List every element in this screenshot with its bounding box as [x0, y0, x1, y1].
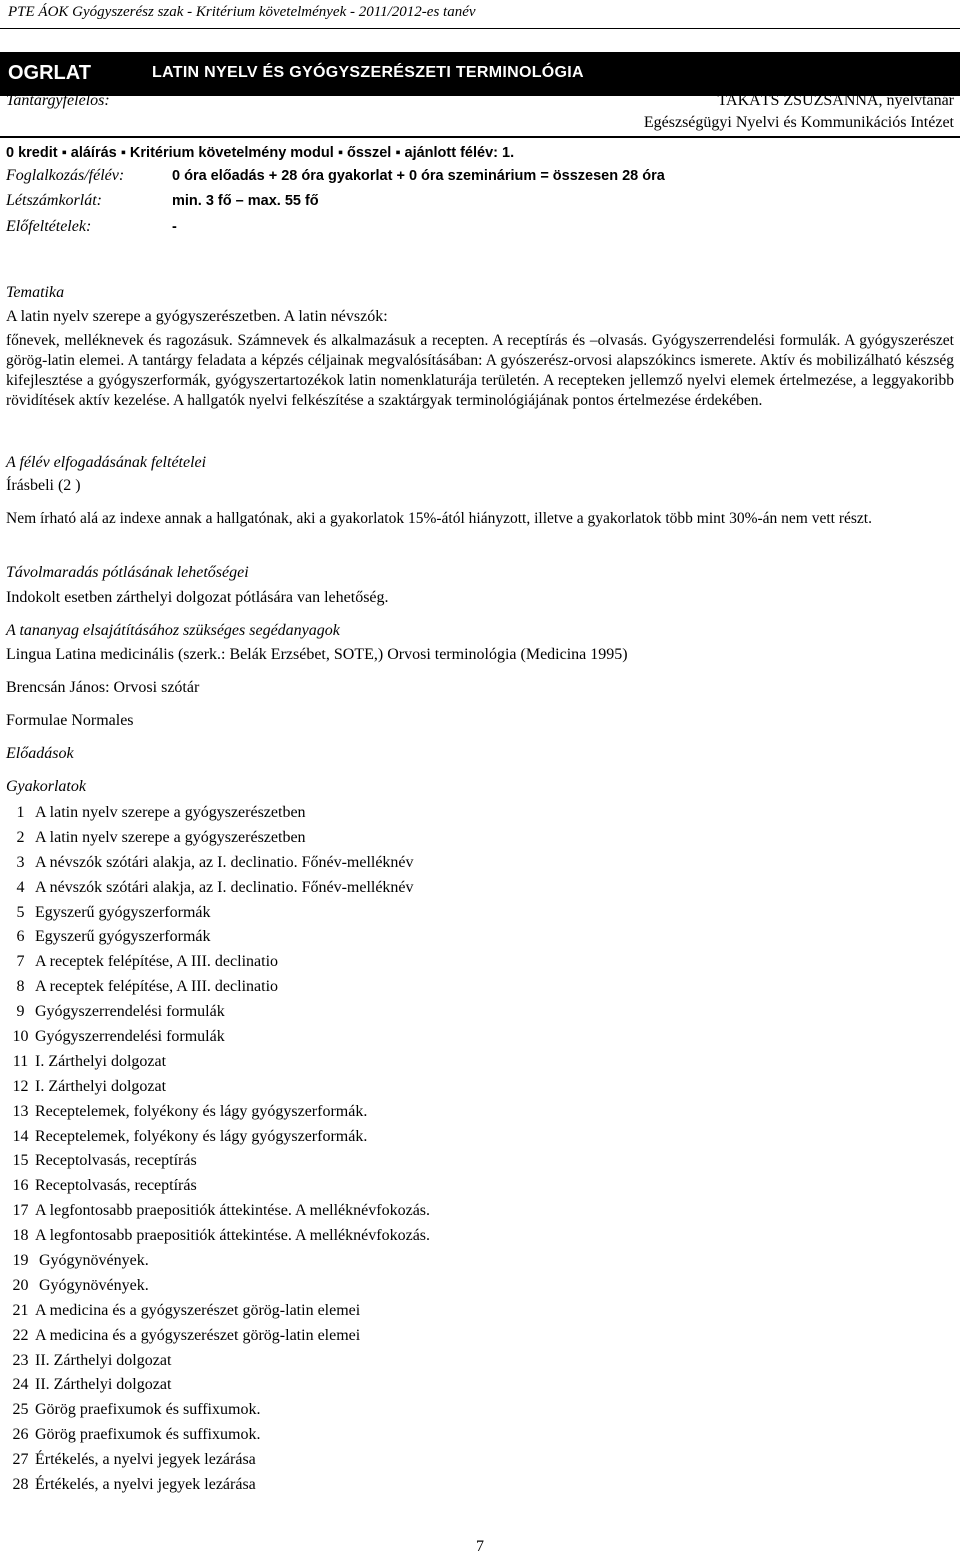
material-item: Formulae Normales: [6, 712, 134, 729]
schedule-row: [6, 902, 430, 927]
running-header: PTE ÁOK Gyógyszerész szak - Kritérium követelmények - 2011/2012-es tanév: [8, 4, 476, 20]
schedule-number: 10: [12, 1028, 29, 1046]
schedule-topic: Receptelemek, folyékony és lágy gyógyszerformák.: [35, 1102, 368, 1120]
schedule-topic: A latin nyelv szerepe a gyógyszerészetben: [35, 804, 306, 821]
schedule-row: [6, 1300, 430, 1325]
tematika-intro: A latin nyelv szerepe a gyógyszerészetben. A latin névszók:: [6, 308, 388, 325]
page-number: 7: [476, 1538, 484, 1555]
schedule-topic: Receptolvasás, receptírás: [35, 1177, 197, 1195]
schedule-topic: A receptek felépítése, A III. declinatio: [35, 978, 279, 996]
schedule-topic: A legfontosabb praepositiók áttekintése. A melléknévfokozás.: [35, 1202, 431, 1220]
schedule-topic: A legfontosabb praepositiók áttekintése. A melléknévfokozás.: [35, 1227, 431, 1245]
schedule-topic: Gyógyszerrendelési formulák: [35, 1028, 225, 1046]
schedule-row: [6, 976, 430, 1001]
schedule-row: [6, 1474, 430, 1499]
schedule-number: 17: [12, 1202, 29, 1220]
schedule-row: [6, 1250, 430, 1275]
schedule-number: 6: [16, 928, 25, 946]
capacity-value: min. 3 fő – max. 55 fő: [172, 193, 319, 209]
schedule-number: 25: [12, 1401, 29, 1419]
schedule-topic: Gyógyszerrendelési formulák: [35, 1003, 225, 1021]
attendance-rule: Nem írható alá az indexe annak a hallgatónak, aki a gyakorlatok 15%-ától hiányzott, illetve a gyakorlatok több mint 30%-án nem vett részt.: [6, 510, 872, 527]
schedule-topic: Görög praefixumok és suffixumok.: [35, 1426, 261, 1444]
schedule-number: 12: [12, 1077, 29, 1095]
schedule-topic: Receptelemek, folyékony és lágy gyógyszerformák.: [35, 1127, 368, 1145]
occupation-label: Foglalkozás/félév:: [6, 167, 125, 184]
schedule-number: 24: [12, 1376, 29, 1394]
schedule-row: [6, 1026, 430, 1051]
schedule-row: [6, 951, 430, 976]
course-title-bar: [0, 52, 960, 96]
capacity-label: Létszámkorlát:: [6, 192, 102, 209]
schedule-topic: A latin nyelv szerepe a gyógyszerészetben: [35, 828, 306, 846]
schedule-topic: Értékelés, a nyelvi jegyek lezárása: [35, 1476, 256, 1494]
lectures-heading: Előadások: [6, 745, 74, 762]
schedule-topic: A medicina és a gyógyszerészet görög-latin elemei: [35, 1301, 361, 1319]
prerequisites-value: -: [172, 219, 177, 235]
schedule-number: 13: [12, 1102, 29, 1120]
schedule-topic: A névszók szótári alakja, az I. declinatio. Főnév-melléknév: [35, 853, 414, 871]
schedule-number: 18: [12, 1227, 29, 1245]
schedule-number: 8: [16, 978, 25, 996]
schedule-row: [6, 1076, 430, 1101]
schedule-topic: I. Zárthelyi dolgozat: [35, 1052, 167, 1070]
schedule-row: [6, 1424, 430, 1449]
schedule-row: [6, 1150, 430, 1175]
schedule-number: 20: [12, 1276, 29, 1294]
schedule-row: [6, 1350, 430, 1375]
schedule-row: [6, 877, 430, 902]
institute-name: Egészségügyi Nyelvi és Kommunikációs Intézet: [643, 114, 954, 131]
schedule-row: [6, 1275, 430, 1300]
schedule-topic: A receptek felépítése, A III. declinatio: [35, 953, 279, 971]
schedule-row: [6, 1374, 430, 1399]
materials-heading: A tananyag elsajátításához szükséges segédanyagok: [6, 622, 340, 639]
schedule-number: 21: [12, 1301, 29, 1319]
schedule-number: 28: [12, 1476, 29, 1494]
schedule-row: [6, 802, 430, 827]
schedule-topic: I. Zárthelyi dolgozat: [35, 1077, 167, 1095]
schedule-row: [6, 1051, 430, 1076]
occupation-value: 0 óra előadás + 28 óra gyakorlat + 0 óra szeminárium = összesen 28 óra: [172, 168, 665, 184]
schedule-number: 16: [12, 1177, 29, 1195]
course-code: OGRLAT: [8, 62, 91, 84]
schedule-topic: Gyógynövények.: [35, 1252, 149, 1270]
credit-line: 0 kredit ▪ aláírás ▪ Kritérium követelmény modul ▪ ősszel ▪ ajánlott félév: 1.: [6, 145, 515, 161]
schedule-topic: Értékelés, a nyelvi jegyek lezárása: [35, 1451, 256, 1469]
schedule-row: [6, 926, 430, 951]
tematika-body: főnevek, melléknevek és ragozásuk. Számnevek és alkalmazásuk a recepten. A receptírás és –olvasás. Gyógyszerrendelési formulák. A gyógyszerészet görög-latin elemei. A tantárgy feladata a képzés céljainak megvalósításában: A gyószerész-orvosi alapszókincs ismerete. Aktív és mobilizálható készség kifejlesztése a gyógyszerformák, gyógyszertartozékok latin nomenklaturája területén. A recepteken jellemző nyelvi elemek értelmezése, a leggyakoribb rövidítések aktív kezelése. A hallgatók nyelvi felkészítése a szaktárgyak terminológiájának pontos értelmezése érdekében.: [6, 332, 954, 409]
acceptance-heading: A félév elfogadásának feltételei: [6, 454, 207, 471]
schedule-number: 26: [12, 1426, 29, 1444]
schedule-topic: Receptolvasás, receptírás: [35, 1152, 197, 1170]
schedule-row: [6, 1175, 430, 1200]
schedule-number: 14: [12, 1127, 29, 1145]
schedule-number: 1: [16, 804, 25, 821]
schedule-topic: II. Zárthelyi dolgozat: [35, 1351, 172, 1369]
practice-heading: Gyakorlatok: [6, 778, 86, 795]
schedule-row: [6, 827, 430, 852]
schedule-topic: A névszók szótári alakja, az I. declinatio. Főnév-melléknév: [35, 878, 414, 896]
schedule-row: [6, 1101, 430, 1126]
schedule-topic: Egyszerű gyógyszerformák: [35, 928, 211, 946]
written-exam-line: Írásbeli (2 ): [6, 477, 81, 494]
schedule-number: 9: [16, 1003, 25, 1021]
material-item: Lingua Latina medicinális (szerk.: Belák Erzsébet, SOTE,) Orvosi terminológia (Medicina 1995): [6, 646, 628, 663]
responsible-name: TAKÁTS ZSUZSANNA, nyelvtanár: [717, 92, 954, 109]
header-divider: [0, 28, 960, 29]
schedule-row: [6, 1449, 430, 1474]
schedule-topic: Görög praefixumok és suffixumok.: [35, 1401, 261, 1419]
schedule-row: [6, 1225, 430, 1250]
schedule-number: 19: [12, 1252, 29, 1270]
schedule-topic: Gyógynövények.: [35, 1276, 149, 1294]
absence-heading: Távolmaradás pótlásának lehetőségei: [6, 564, 249, 581]
info-divider: [0, 136, 960, 138]
schedule-row: [6, 1325, 430, 1350]
schedule-number: 15: [12, 1152, 29, 1170]
schedule-number: 11: [12, 1052, 29, 1070]
schedule-number: 2: [16, 828, 25, 846]
schedule-number: 5: [16, 903, 25, 921]
schedule-topic: II. Zárthelyi dolgozat: [35, 1376, 172, 1394]
course-title: LATIN NYELV ÉS GYÓGYSZERÉSZETI TERMINOLÓGIA: [152, 64, 584, 81]
schedule-row: [6, 1399, 430, 1424]
schedule-number: 22: [12, 1326, 29, 1344]
schedule-number: 23: [12, 1351, 29, 1369]
schedule-number: 4: [16, 878, 25, 896]
material-item: Brencsán János: Orvosi szótár: [6, 679, 200, 696]
responsible-label: Tantárgyfelelős:: [6, 92, 110, 109]
practice-schedule: [6, 802, 430, 1499]
schedule-number: 7: [16, 953, 25, 971]
prerequisites-label: Előfeltételek:: [6, 218, 92, 235]
schedule-row: [6, 852, 430, 877]
absence-text: Indokolt esetben zárthelyi dolgozat pótlására van lehetőség.: [6, 589, 389, 606]
schedule-topic: A medicina és a gyógyszerészet görög-latin elemei: [35, 1326, 361, 1344]
schedule-row: [6, 1126, 430, 1151]
schedule-number: 3: [16, 853, 25, 871]
schedule-row: [6, 1200, 430, 1225]
schedule-topic: Egyszerű gyógyszerformák: [35, 903, 211, 921]
schedule-number: 27: [12, 1451, 29, 1469]
schedule-row: [6, 1001, 430, 1026]
tematika-heading: Tematika: [6, 284, 65, 301]
